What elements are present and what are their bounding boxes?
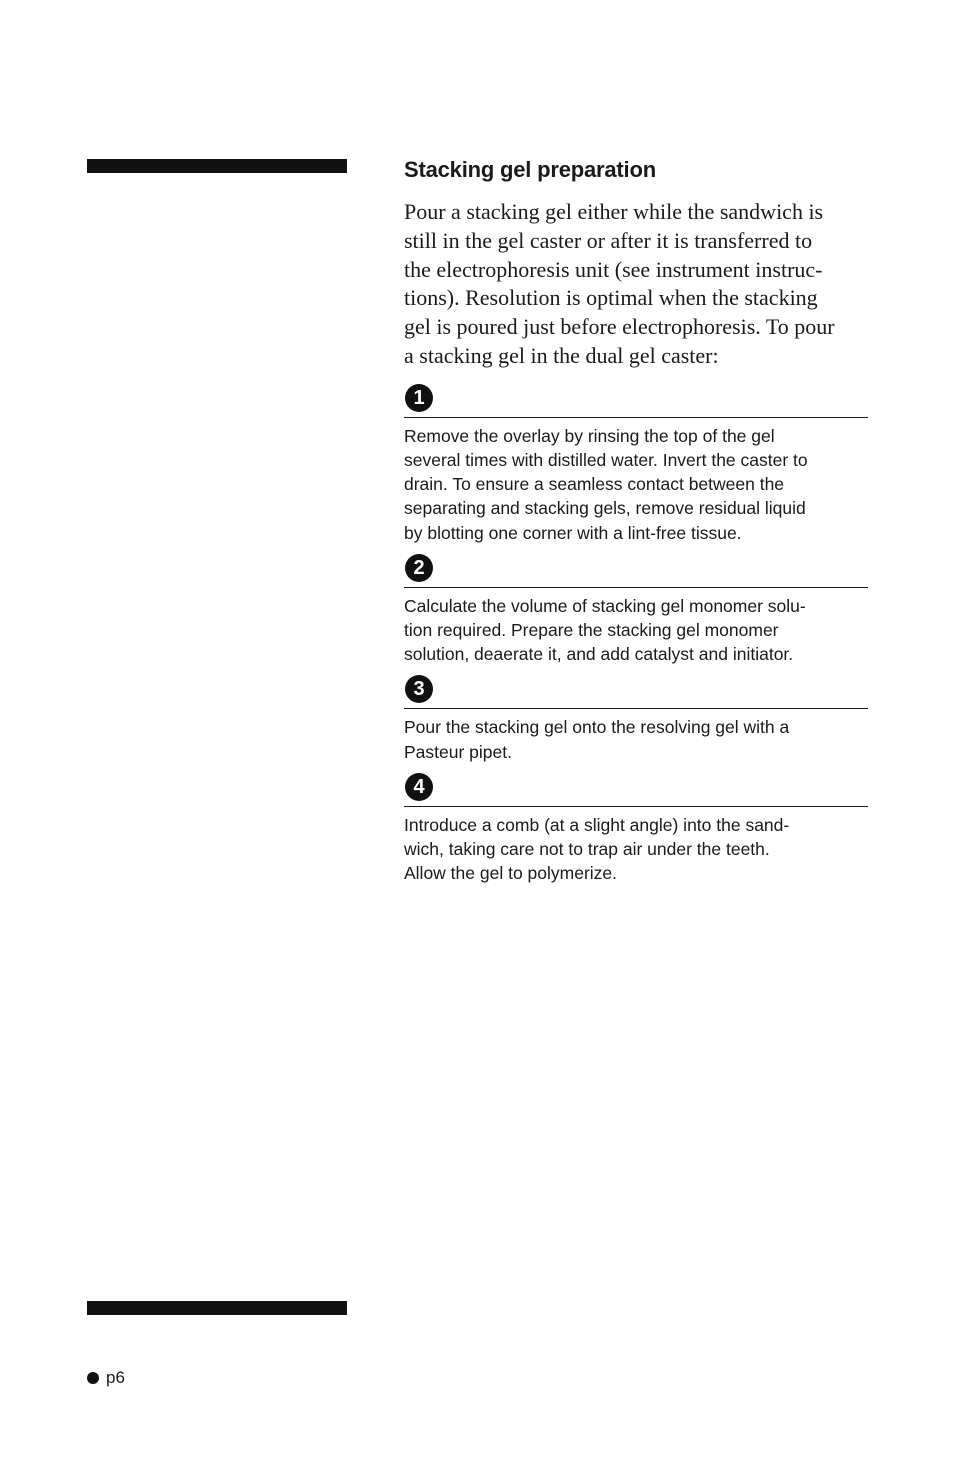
step-line: Introduce a comb (at a slight angle) into the sand- — [404, 814, 790, 835]
step-1 — [404, 381, 868, 545]
step-number-badge: 3 — [405, 675, 433, 703]
top-margin-rule — [87, 159, 347, 173]
step-2 — [404, 551, 868, 667]
step-4 — [404, 770, 868, 886]
step-line: Remove the overlay by rinsing the top of the gel — [404, 425, 775, 446]
step-line: Pour the stacking gel onto the resolving gel with a — [404, 717, 790, 738]
step-number-badge: 1 — [405, 384, 433, 412]
step-line: tion required. Prepare the stacking gel monomer — [404, 620, 779, 640]
intro-paragraph — [404, 198, 868, 371]
step-line: Pasteur pipet. — [404, 741, 512, 762]
intro-line: Pour a stacking gel either while the sandwich is — [404, 199, 824, 224]
step-text — [404, 813, 868, 886]
step-number-badge: 4 — [405, 773, 433, 801]
step-line: by blotting one corner with a lint-free tissue. — [404, 522, 742, 543]
step-header — [404, 672, 868, 709]
filled-circle-icon — [87, 1372, 99, 1384]
step-line: Allow the gel to polymerize. — [404, 863, 618, 884]
step-header — [404, 551, 868, 588]
step-3 — [404, 672, 868, 763]
step-line: drain. To ensure a seamless contact between the — [404, 474, 785, 495]
step-line: solution, deaerate it, and add catalyst and initiator. — [404, 644, 794, 665]
step-line: several times with distilled water. Invert the caster to — [404, 449, 808, 470]
intro-line: gel is poured just before electrophoresis. To pour — [404, 314, 835, 340]
step-line: separating and stacking gels, remove residual liquid — [404, 498, 806, 519]
step-header — [404, 381, 868, 418]
step-header — [404, 770, 868, 807]
step-line: Calculate the volume of stacking gel monomer solu- — [404, 595, 806, 616]
intro-line: a stacking gel in the dual gel caster: — [404, 342, 719, 368]
page-footer — [87, 1366, 125, 1390]
step-text — [404, 424, 868, 545]
page-number: p6 — [106, 1368, 125, 1387]
step-text — [404, 715, 868, 763]
step-line: wich, taking care not to trap air under the teeth. — [404, 839, 770, 860]
main-content — [404, 154, 868, 885]
step-number-badge: 2 — [405, 554, 433, 582]
intro-line: the electrophoresis unit (see instrument instruc- — [404, 256, 823, 282]
intro-line: still in the gel caster or after it is transferred to — [404, 227, 813, 253]
section-title: Stacking gel preparation — [404, 157, 656, 182]
bottom-margin-rule — [87, 1301, 347, 1315]
intro-line: tions). Resolution is optimal when the stacking — [404, 285, 818, 311]
step-text — [404, 594, 868, 667]
